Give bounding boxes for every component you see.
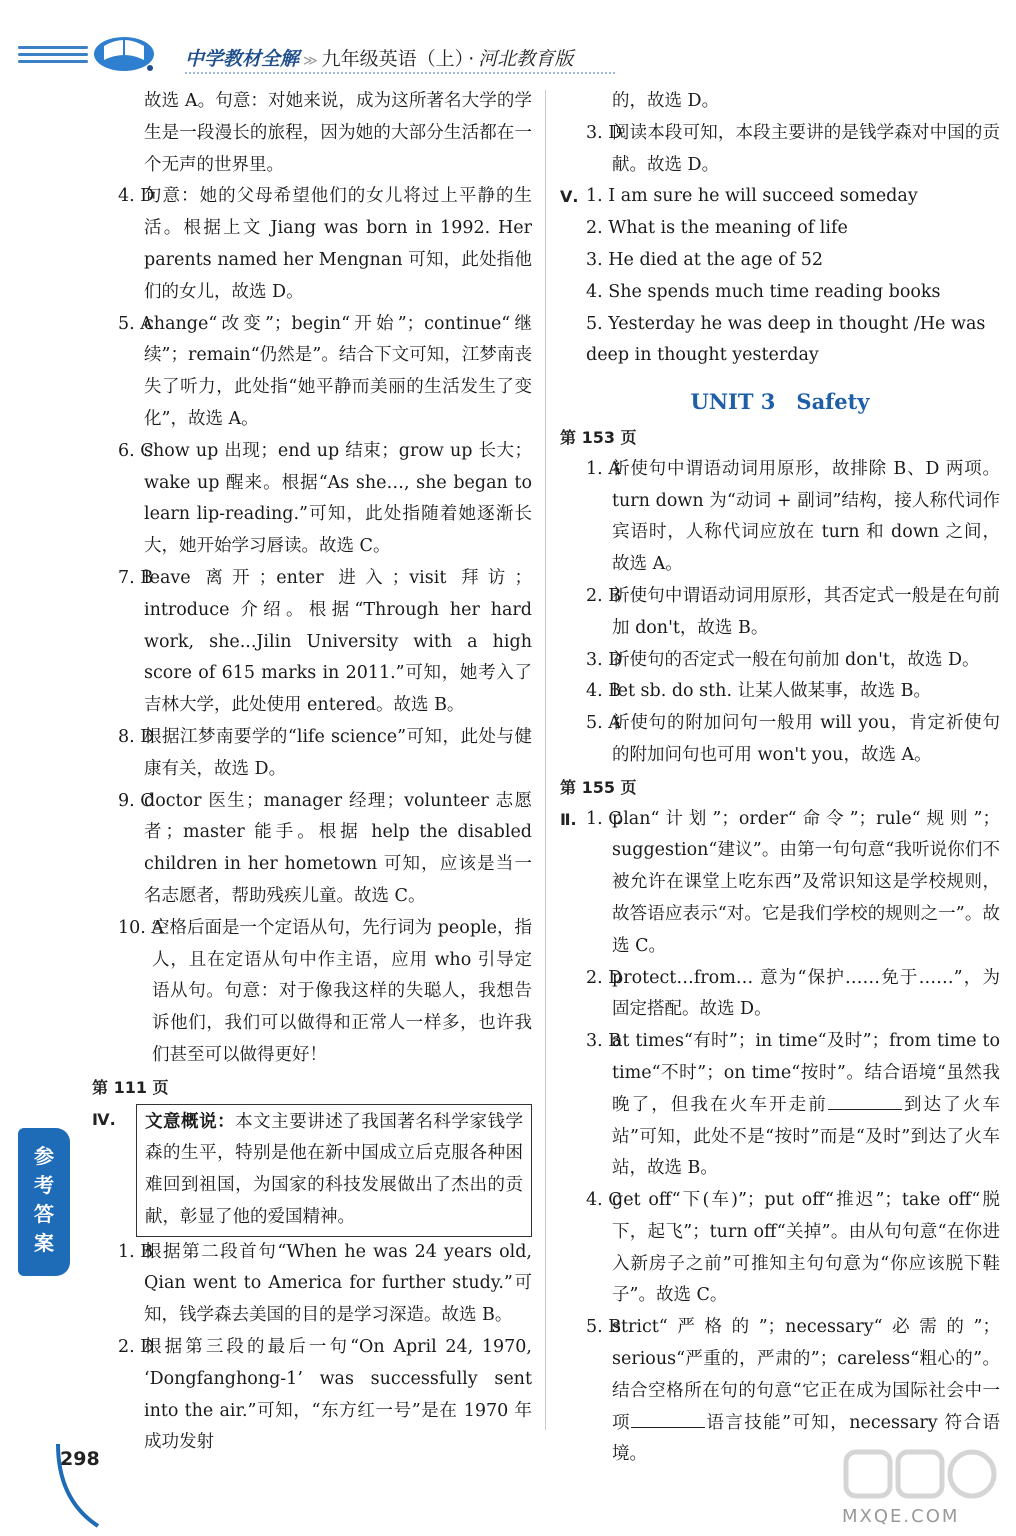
answer-item: 3. B at times“有时”；in time“及时”；from time to time“不时”；on time“按时”。结合语境“虽然我晚了，但我在火车开走前 到达了火车站”可知，此处不是“按时”而是“及时”到达了火车站，故选 B。 xyxy=(586,1031,1000,1179)
book-logo-icon xyxy=(88,30,158,74)
answer-item: 3. D 祈使句的否定式一般在句前加 don't，故选 D。 xyxy=(586,649,980,670)
fill-blank xyxy=(631,1411,705,1428)
sentence-answer: 4. She spends much time reading books xyxy=(586,281,941,302)
summary-box: 文意概说：本文主要讲述了我国著名科学家钱学森的生平，特别是他在新中国成立后克服各种困难回到祖国，为国家的科技发展做出了杰出的贡献，彰显了他的爱国精神。 xyxy=(136,1104,532,1237)
header-dotted-rule xyxy=(185,72,615,74)
answer-item: 1. C plan“计划”；order“命令”；rule“规则”；suggestion“建议”。由第一句句意“我听说你们不被允许在课堂上吃东西”及常识知这是学校规则，故答语应表示“对。它是我们学校的规则之一”。故选 C。 xyxy=(586,808,1000,956)
tab-label: 参考答案 xyxy=(34,1144,54,1255)
sentence-answer: 3. He died at the age of 52 xyxy=(586,249,824,270)
answer-item: 3. D 阅读本段可知，本段主要讲的是钱学森对中国的贡献。故选 D。 xyxy=(586,122,1000,175)
header-decor-lines xyxy=(18,46,88,67)
summary-block xyxy=(92,1104,532,1237)
answer-item: 4. D 句意：她的父母希望他们的女儿将过上平静的生活。根据上文 Jiang was born in 1992. Her parents named her Mengnan 可知，此处指他们的女儿，故选 D。 xyxy=(118,186,532,302)
header-subject: 九年级英语（上） xyxy=(321,48,465,70)
answer-item: 2. D 根据第三段的最后一句“On April 24, 1970, ‘Dongfanghong-1’ was successfully sent into the air.”可知，“东方红一号”是在 1970 年成功发射 xyxy=(118,1337,532,1453)
answer-item: 5. A change“改变”；begin“开始”；continue“继续”；remain“仍然是”。结合下文可知，江梦南丧失了听力，此处指“她平静而美丽的生活发生了变化”，故选 A。 xyxy=(118,313,532,429)
answer-item: 5. A 祈使句的附加问句一般用 will you，肯定祈使句的附加问句也可用 won't you，故选 A。 xyxy=(586,713,1000,765)
choice-block xyxy=(560,804,1000,963)
answer-item: 6. C show up 出现；end up 结束；grow up 长大；wake up 醒来。根据“As she…, she began to learn lip-reading.”可知，此处指随着她逐渐长大，她开始学习唇读。故选 C。 xyxy=(118,440,532,557)
answer-item: 8. D 根据江梦南要学的“life science”可知，此处与健康有关，故选 D。 xyxy=(118,726,532,779)
watermark-text: MXQE.COM xyxy=(842,1506,960,1527)
header-book-title: 中学教材全解 xyxy=(185,48,300,70)
roman-numeral: Ⅳ. xyxy=(92,1109,116,1129)
answer-continuation: 的，故选 D。 xyxy=(612,91,720,111)
answer-item: 1. A 祈使句中谓语动词用原形，故排除 B、D 两项。turn down 为“动词 + 副词”结构，接人称代词作宾语时，人称代词应放在 turn 和 down 之间，故选 A。 xyxy=(586,458,1000,575)
page-number: 298 xyxy=(60,1448,100,1470)
page-reference: 第 153 页 xyxy=(560,427,637,447)
left-column xyxy=(92,86,532,1459)
unit-title: UNIT 3 Safety xyxy=(690,389,870,415)
roman-numeral: Ⅱ. xyxy=(560,809,577,829)
fill-blank xyxy=(828,1093,902,1110)
answer-item: 4. C get off“下(车)”；put off“推迟”；take off“脱下，起飞”；turn off“关掉”。由从句句意“在你进入新房子之前”可推知主句句意为“你应该脱下鞋子”。故选 C。 xyxy=(586,1190,1000,1306)
sentence-answer: 5. Yesterday he was deep in thought /He was deep in thought yesterday xyxy=(586,313,986,366)
column-divider xyxy=(545,90,546,1430)
answer-item: 2. D protect…from… 意为“保护……免于……”，为固定搭配。故选 D。 xyxy=(586,967,1000,1020)
answer-item: 4. B let sb. do sth. 让某人做某事，故选 B。 xyxy=(586,681,931,702)
sentence-block xyxy=(560,181,1000,372)
answer-item: 1. B 根据第二段首句“When he was 24 years old, Qian went to America for further study.”可知，钱学森去美国的目的是学习深造。故选 B。 xyxy=(118,1241,532,1326)
answer-item: 5. B strict“严格的”；necessary“必需的”；serious“严重的，严肃的”；careless“粗心的”。结合空格所在句的句意“它正在成为国际社会中一项 语言技能”可知，necessary 符合语境。 xyxy=(586,1317,1000,1465)
sentence-answer: 2. What is the meaning of life xyxy=(586,218,848,239)
roman-numeral: Ⅴ. xyxy=(560,187,579,207)
answer-item: 7. B leave 离开；enter 进入；visit 拜访；introduce 介绍。根据“Through her hard work, she...Jilin University with a high score of 615 marks in 2011.”可知，她考入了吉林大学，此处使用 entered。故选 B。 xyxy=(118,567,532,716)
answer-item: 10. A 空格后面是一个定语从句，先行词为 people，指人，且在定语从句中作主语，应用 who 引导定语从句。句意：对于像我这样的失聪人，我想告诉他们，我们可以做得和正常人一样多，也许我们甚至可以做得更好！ xyxy=(118,917,532,1065)
page-reference: 第 155 页 xyxy=(560,777,637,797)
header-edition: 河北教育版 xyxy=(478,48,574,70)
answer-item: 2. B 祈使句中谓语动词用原形，其否定式一般是在句前加 don't，故选 B。 xyxy=(586,585,1000,638)
answer-continuation: 故选 A。句意：对她来说，成为这所著名大学的学生是一段漫长的旅程，因为她的大部分生活都在一个无声的世界里。 xyxy=(144,91,532,175)
sentence-answer: 1. I am sure he will succeed someday xyxy=(586,186,918,207)
answer-key-tab xyxy=(18,1128,70,1276)
page-header xyxy=(0,0,1016,80)
right-column xyxy=(560,86,1000,1471)
page-reference: 第 111 页 xyxy=(92,1077,169,1097)
answer-item: 9. C doctor 医生；manager 经理；volunteer 志愿者；master 能手。根据 help the disabled children in her hometown 可知，应该是当一名志愿者，帮助残疾儿童。故选 C。 xyxy=(118,790,532,906)
header-title: 中学教材全解 ≫ 九年级英语（上） · 河北教育版 xyxy=(185,48,574,70)
